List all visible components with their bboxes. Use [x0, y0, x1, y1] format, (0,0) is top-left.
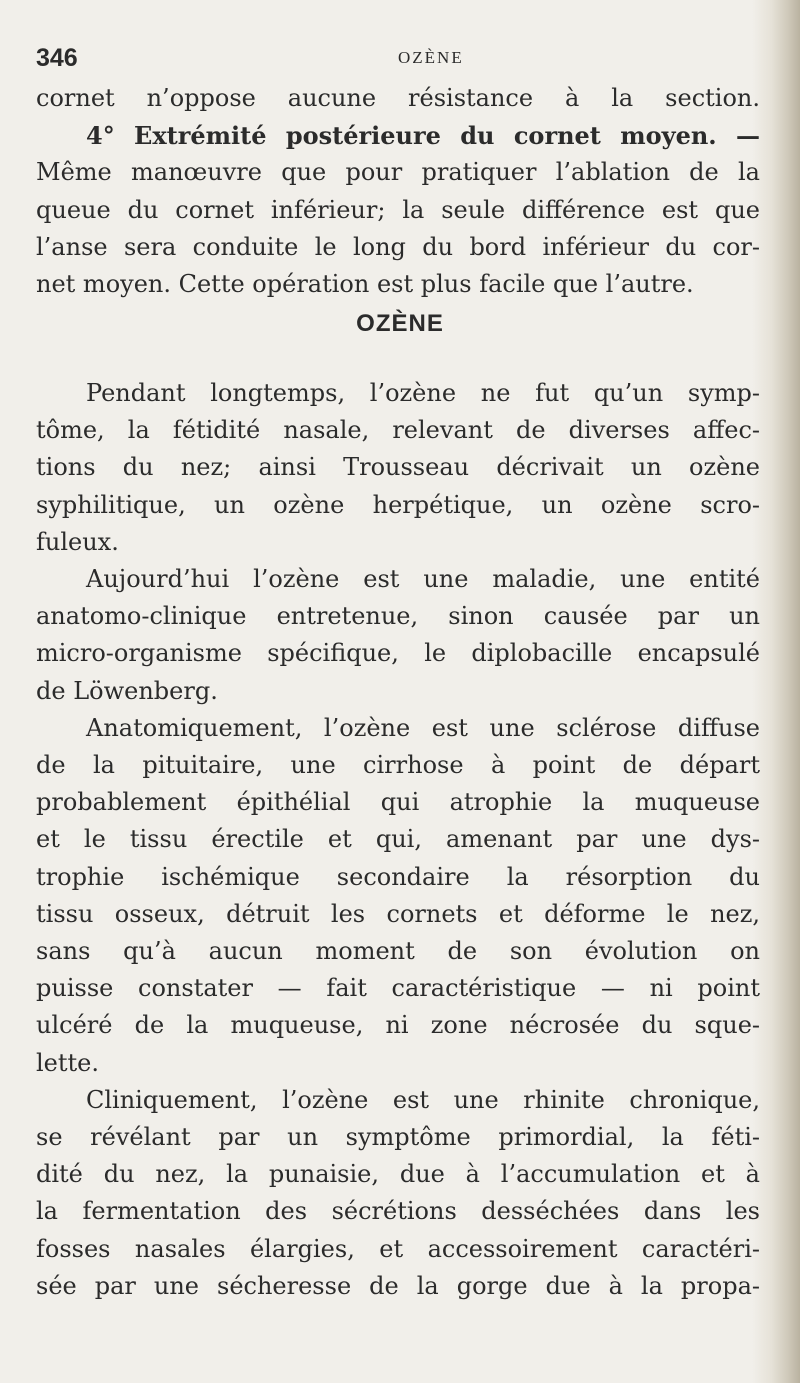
text-line: Aujourd’hui l’ozène est une maladie, une entité [86, 565, 760, 594]
text-line-subheading: 4° Extrémité postérieure du cornet moyen. — [86, 121, 760, 151]
text-line: Cliniquement, l’ozène est une rhinite chronique, [86, 1085, 760, 1114]
section-heading: OZÈNE [356, 310, 444, 337]
text-line: lette. [36, 1048, 99, 1077]
text-line: trophie ischémique secondaire la résorption du [36, 862, 760, 891]
text-line: Même manœuvre que pour pratiquer l’ablation de la [36, 158, 760, 187]
continued-paragraph [36, 80, 760, 303]
text-line: anatomo-clinique entretenue, sinon causée par un [36, 602, 760, 631]
text-line: micro-organisme spécifique, le diplobacille encapsulé [36, 639, 760, 668]
text-line: net moyen. Cette opération est plus facile que l’autre. [36, 270, 694, 299]
text-line: fosses nasales élargies, et accessoirement caractéri- [36, 1234, 760, 1263]
page-number: 346 [36, 44, 78, 72]
text-line: se révélant par un symptôme primordial, la féti- [36, 1123, 760, 1152]
text-line: Anatomiquement, l’ozène est une sclérose diffuse [86, 713, 760, 742]
text-line: dité du nez, la punaisie, due à l’accumulation et à [36, 1160, 760, 1189]
text-line: tissu osseux, détruit les cornets et déforme le nez, [36, 899, 760, 928]
text-line: puisse constater — fait caractéristique — ni point [36, 974, 760, 1003]
page-header [36, 44, 756, 74]
text-line: de Löwenberg. [36, 676, 218, 705]
text-line: ulcéré de la muqueuse, ni zone nécrosée du sque- [36, 1011, 760, 1040]
text-line: sans qu’à aucun moment de son évolution on [36, 937, 760, 966]
text-line: cornet n’oppose aucune résistance à la section. [36, 84, 760, 112]
text-line: probablement épithélial qui atrophie la muqueuse [36, 788, 760, 817]
text-line: et le tissu érectile et qui, amenant par une dys- [36, 825, 760, 854]
text-line: tôme, la fétidité nasale, relevant de diverses affec- [36, 416, 760, 445]
text-line: fuleux. [36, 527, 119, 556]
text-line: la fermentation des sécrétions desséchées dans les [36, 1197, 760, 1226]
text-line: sée par une sécheresse de la gorge due à la propa- [36, 1271, 760, 1300]
text-line: queue du cornet inférieur; la seule différence est que [36, 195, 760, 224]
text-line: l’anse sera conduite le long du bord inférieur du cor- [36, 232, 760, 261]
text-line: syphilitique, un ozène herpétique, un ozène scro- [36, 490, 760, 519]
text-line: Pendant longtemps, l’ozène ne fut qu’un symp- [86, 379, 760, 407]
section-body [36, 375, 760, 1305]
running-title: OZÈNE [398, 48, 464, 67]
text-line: tions du nez; ainsi Trousseau décrivait un ozène [36, 453, 760, 482]
text-line: de la pituitaire, une cirrhose à point de départ [36, 751, 760, 780]
